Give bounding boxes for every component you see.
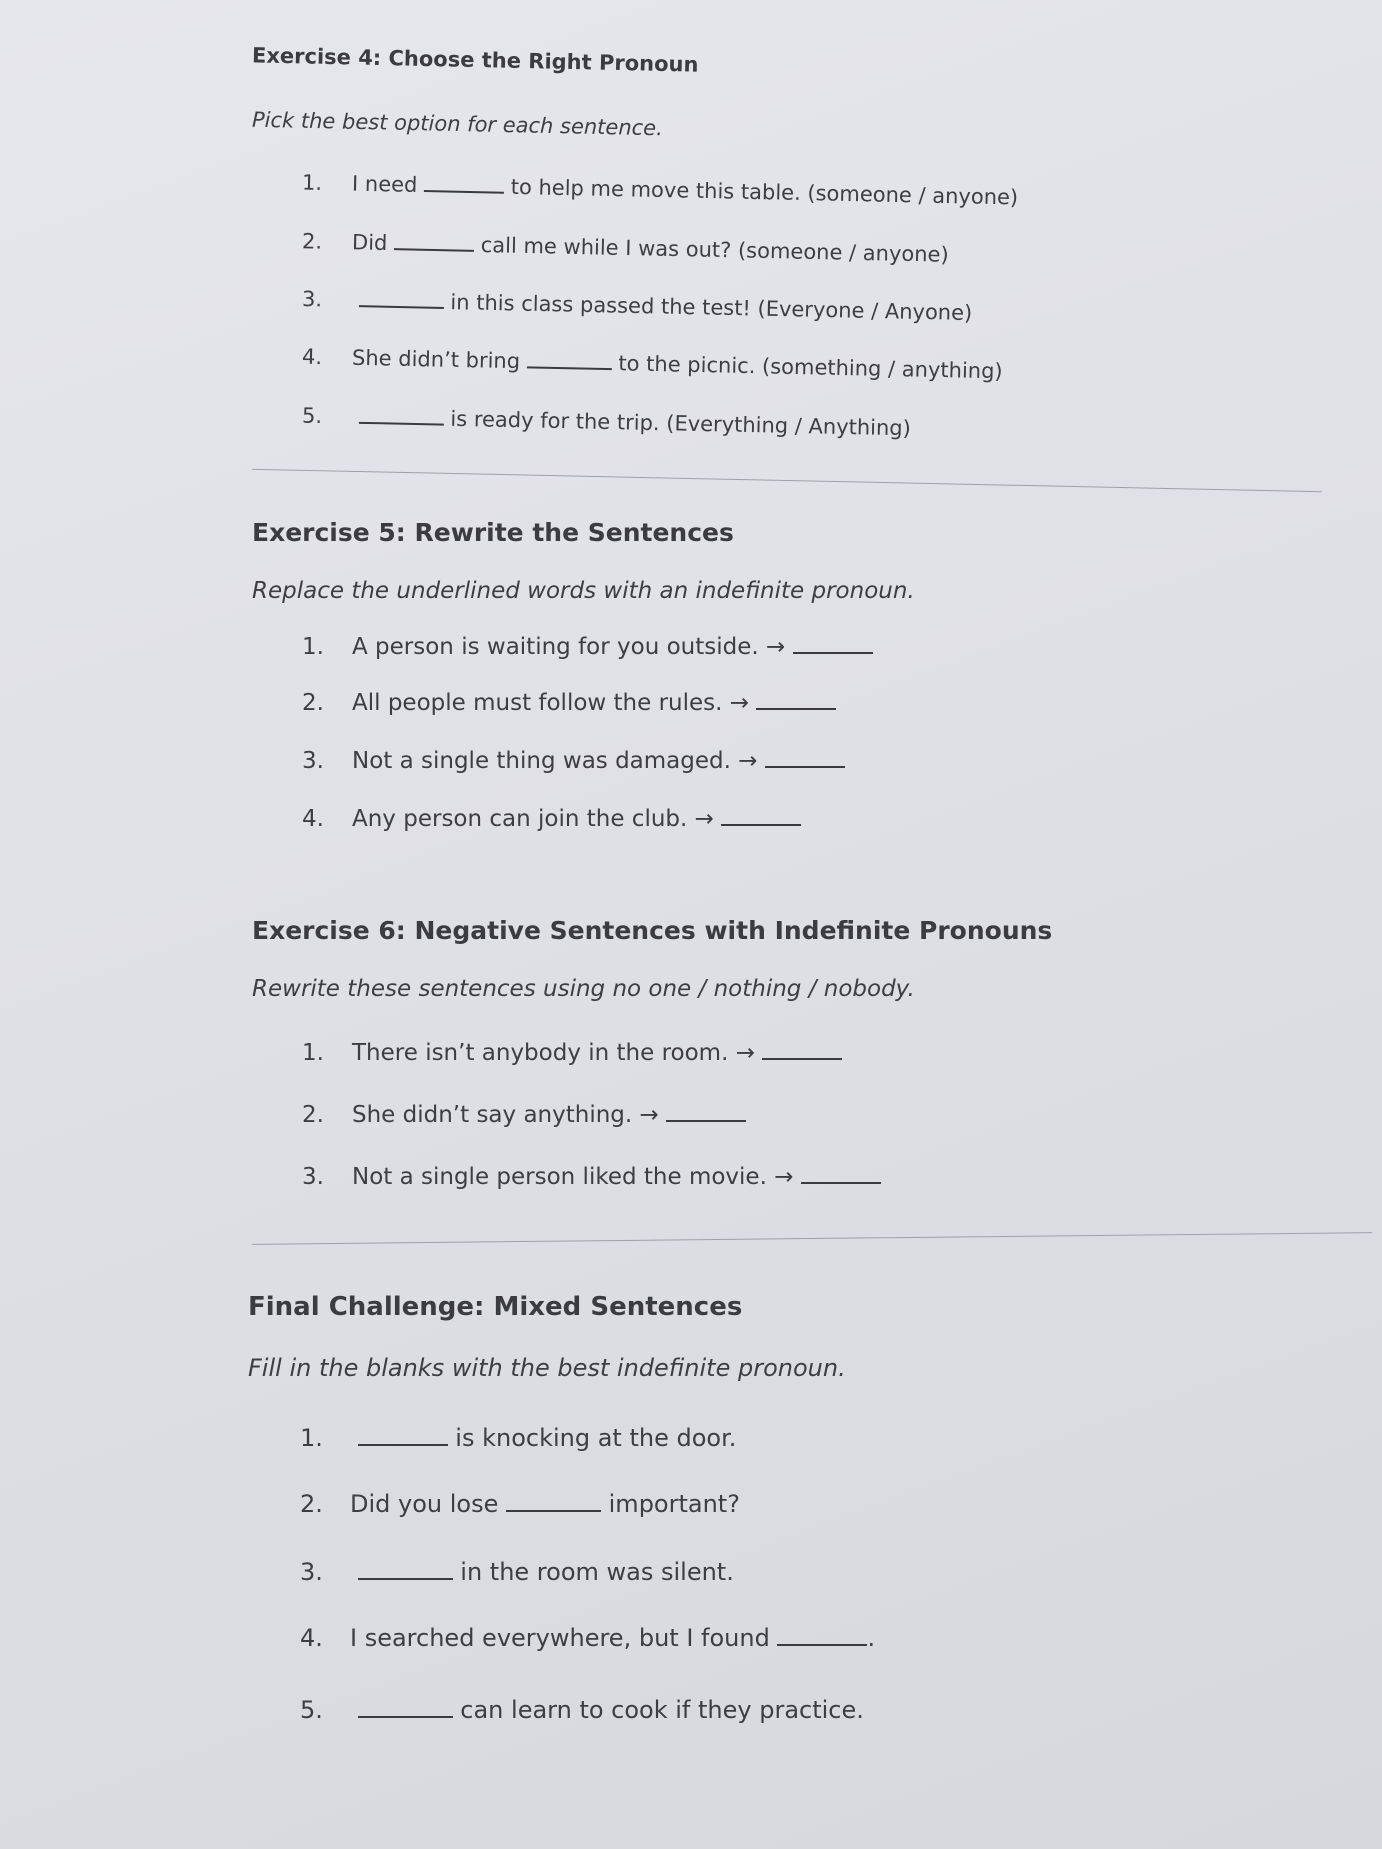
final-item-5: 5. can learn to cook if they practice. [300, 1696, 864, 1724]
answer-blank[interactable] [527, 365, 612, 370]
exercise-5-item-1: 1. A person is waiting for you outside. → [302, 634, 873, 660]
exercise-4-instruction: Pick the best option for each sentence. [251, 107, 664, 141]
exercise-6-item-1: 1. There isn’t anybody in the room. → [302, 1040, 842, 1066]
answer-blank[interactable] [424, 189, 504, 194]
exercise-6-title: Exercise 6: Negative Sentences with Indefinite Pronouns [252, 916, 1053, 945]
final-item-3: 3. in the room was silent. [300, 1558, 734, 1586]
answer-blank[interactable] [666, 1119, 746, 1122]
exercise-4-item-3: 3. in this class passed the test! (Everyone / Anyone) [301, 286, 973, 326]
section-divider [252, 469, 1322, 492]
answer-blank[interactable] [358, 1443, 448, 1446]
answer-blank[interactable] [358, 1715, 453, 1718]
section-divider [252, 1232, 1372, 1245]
exercise-4-item-4: 4. She didn’t bring to the picnic. (something / anything) [301, 344, 1003, 384]
answer-blank[interactable] [777, 1643, 867, 1646]
exercise-5-item-4: 4. Any person can join the club. → [302, 806, 801, 832]
answer-blank[interactable] [721, 823, 801, 826]
exercise-6-item-2: 2. She didn’t say anything. → [302, 1102, 746, 1128]
answer-blank[interactable] [359, 304, 444, 309]
answer-blank[interactable] [506, 1509, 601, 1512]
answer-blank[interactable] [765, 765, 845, 768]
final-item-2: 2. Did you lose important? [300, 1490, 740, 1518]
exercise-6-item-3: 3. Not a single person liked the movie. → [302, 1164, 881, 1190]
exercise-4-item-2: 2. Did call me while I was out? (someone / anyone) [301, 229, 949, 267]
exercise-4-item-5: 5. is ready for the trip. (Everything / Anything) [301, 403, 912, 441]
final-challenge-title: Final Challenge: Mixed Sentences [248, 1292, 743, 1322]
answer-blank[interactable] [801, 1181, 881, 1184]
answer-blank[interactable] [756, 707, 836, 710]
exercise-5-item-2: 2. All people must follow the rules. → [302, 690, 836, 716]
answer-blank[interactable] [394, 247, 474, 252]
exercise-4-title: Exercise 4: Choose the Right Pronoun [251, 43, 699, 77]
final-item-4: 4. I searched everywhere, but I found . [300, 1624, 876, 1652]
exercise-5-instruction: Replace the underlined words with an indefinite pronoun. [252, 578, 915, 604]
answer-blank[interactable] [359, 421, 444, 426]
answer-blank[interactable] [793, 651, 873, 654]
exercise-4-item-1: 1. I need to help me move this table. (someone / anyone) [301, 170, 1019, 210]
exercise-6-instruction: Rewrite these sentences using no one / nothing / nobody. [252, 976, 915, 1002]
answer-blank[interactable] [762, 1057, 842, 1060]
exercise-5-item-3: 3. Not a single thing was damaged. → [302, 748, 845, 774]
final-challenge-instruction: Fill in the blanks with the best indefinite pronoun. [248, 1354, 846, 1382]
answer-blank[interactable] [358, 1577, 453, 1580]
exercise-5-title: Exercise 5: Rewrite the Sentences [252, 518, 734, 547]
final-item-1: 1. is knocking at the door. [300, 1424, 737, 1452]
